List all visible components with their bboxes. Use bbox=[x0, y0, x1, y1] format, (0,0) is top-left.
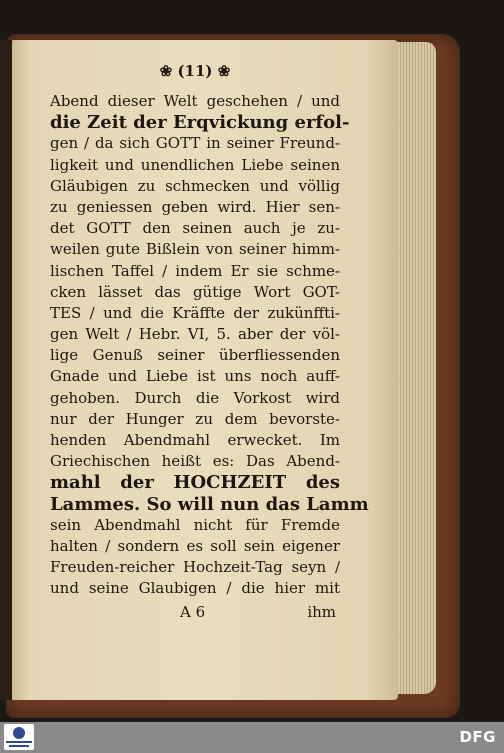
crest-icon bbox=[13, 727, 25, 739]
text-line: lige Genuß seiner überfliessenden bbox=[50, 346, 340, 365]
text-line: und seine Glaubigen / die hier mit bbox=[50, 579, 340, 598]
text-line: lischen Taffel / indem Er sie schme- bbox=[50, 261, 340, 280]
text-line: gehoben. Durch die Vorkost wird bbox=[50, 388, 340, 407]
text-line: TES / und die Kräffte der zukünffti- bbox=[50, 303, 340, 322]
text-line: cken lässet das gütige Wort GOT- bbox=[50, 282, 340, 301]
left-ornament-icon: ❀ bbox=[159, 62, 173, 80]
text-line: zu geniessen geben wird. Hier sen- bbox=[50, 197, 340, 216]
viewer-bar bbox=[0, 722, 504, 753]
text-line: ligkeit und unendlichen Liebe seinen bbox=[50, 155, 340, 174]
text-line: die Zeit der Erqvickung erfol- bbox=[50, 112, 350, 134]
body-text bbox=[50, 91, 369, 600]
logo-line bbox=[6, 741, 32, 743]
text-line: Freuden-reicher Hochzeit-Tag seyn / bbox=[50, 558, 340, 577]
page-edges bbox=[392, 42, 436, 694]
text-line: nur der Hunger zu dem bevorste- bbox=[50, 409, 340, 428]
right-ornament-icon: ❀ bbox=[217, 62, 231, 80]
signature-mark: A 6 bbox=[180, 603, 206, 621]
text-line: gen Welt / Hebr. VI, 5. aber der völ- bbox=[50, 325, 340, 344]
text-line: det GOTT den seinen auch je zu- bbox=[50, 219, 340, 238]
text-line: gen / da sich GOTT in seiner Freund- bbox=[50, 134, 340, 153]
text-line: weilen gute Bißlein von seiner himm- bbox=[50, 240, 340, 259]
page-header bbox=[140, 62, 250, 80]
page-footer bbox=[50, 603, 336, 621]
page-number: (11) bbox=[177, 62, 213, 80]
text-line: Gläubigen zu schmecken und völlig bbox=[50, 176, 340, 195]
text-line: sein Abendmahl nicht für Fremde bbox=[50, 515, 340, 534]
text-line: Griechischen heißt es: Das Abend- bbox=[50, 452, 340, 471]
logo-line bbox=[9, 745, 29, 747]
book-spine bbox=[0, 40, 12, 700]
text-line: Gnade und Liebe ist uns noch auff- bbox=[50, 367, 340, 386]
text-line: henden Abendmahl erwecket. Im bbox=[50, 431, 340, 449]
catchword: ihm bbox=[307, 603, 336, 621]
text-line: mahl der HOCHZEIT des bbox=[50, 472, 340, 494]
dfg-logo[interactable]: DFG bbox=[459, 728, 496, 746]
library-logo-icon[interactable] bbox=[4, 724, 34, 750]
text-line: Abend dieser Welt geschehen / und bbox=[50, 92, 340, 110]
text-line: halten / sondern es soll sein eigener bbox=[50, 536, 340, 555]
text-line: Lammes. So will nun das Lamm bbox=[50, 493, 369, 515]
